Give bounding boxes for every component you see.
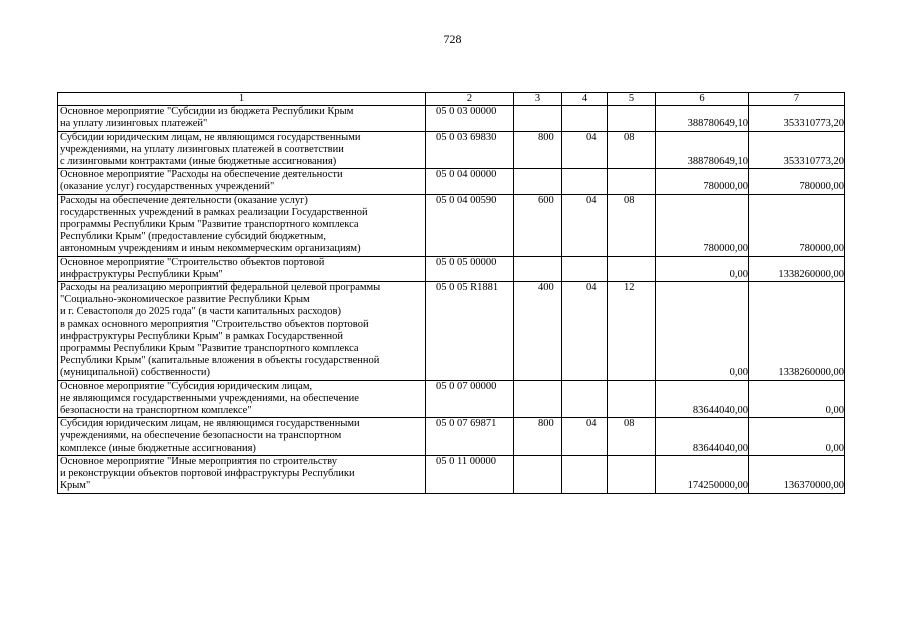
page-number: 728 [443,32,462,46]
row-amount-1-cell: 83644040,00 [656,380,749,418]
row-code-cell: 05 0 03 00000 [426,106,514,131]
row-amount-2-cell: 780000,00 [749,194,845,256]
row-amount-1-cell: 174250000,00 [656,455,749,493]
row-expense-type-cell [514,256,562,281]
row-section-cell: 04 [562,194,608,256]
table-row [58,380,845,418]
row-expense-type-cell [514,169,562,194]
row-subsection-cell: 08 [608,418,656,456]
row-amount-2-cell: 1338260000,00 [749,256,845,281]
row-amount-2-cell: 136370000,00 [749,455,845,493]
row-name-cell: Субсидия юридическим лицам, не являющимся государственными учреждениями, на обеспечение безопасности на транспортном комплексе (иные бюджетные ассигнования) [58,418,426,456]
table-row [58,455,845,493]
row-amount-2-cell: 353310773,20 [749,131,845,169]
row-subsection-cell: 08 [608,194,656,256]
row-code-cell: 05 0 05 00000 [426,256,514,281]
row-amount-1-cell: 0,00 [656,256,749,281]
row-amount-2-cell: 0,00 [749,380,845,418]
row-name-cell: Субсидии юридическим лицам, не являющимся государственными учреждениями, на уплату лизинговых платежей в соответствии с лизинговыми контрактами (иные бюджетные ассигнования) [58,131,426,169]
row-amount-1-cell: 0,00 [656,282,749,381]
table-row [58,282,845,381]
table-row [58,256,845,281]
row-name-cell: Основное мероприятие "Иные мероприятия по строительству и реконструкции объектов портовой инфраструктуры Республики Крым" [58,455,426,493]
row-expense-type-cell [514,380,562,418]
table-header-row [58,93,845,106]
row-expense-type-cell: 400 [514,282,562,381]
header-cell: 3 [514,93,562,106]
row-code-cell: 05 0 04 00000 [426,169,514,194]
row-name-cell: Основное мероприятие "Расходы на обеспечение деятельности (оказание услуг) государственных учреждений" [58,169,426,194]
row-code-cell: 05 0 07 69871 [426,418,514,456]
row-expense-type-cell: 800 [514,131,562,169]
row-subsection-cell: 08 [608,131,656,169]
row-subsection-cell [608,106,656,131]
row-name-cell: Основное мероприятие "Субсидии из бюджета Республики Крым на уплату лизинговых платежей" [58,106,426,131]
row-amount-1-cell: 83644040,00 [656,418,749,456]
row-section-cell [562,380,608,418]
header-cell: 1 [58,93,426,106]
row-section-cell [562,455,608,493]
row-amount-2-cell: 0,00 [749,418,845,456]
row-subsection-cell [608,169,656,194]
row-name-cell: Основное мероприятие "Субсидия юридическим лицам, не являющимся государственными учреждениями, на обеспечение безопасности на транспортном комплексе" [58,380,426,418]
row-amount-1-cell: 780000,00 [656,169,749,194]
table-row [58,106,845,131]
row-subsection-cell [608,380,656,418]
header-cell: 5 [608,93,656,106]
row-section-cell: 04 [562,131,608,169]
row-amount-2-cell: 353310773,20 [749,106,845,131]
row-amount-1-cell: 780000,00 [656,194,749,256]
header-cell: 2 [426,93,514,106]
header-cell: 4 [562,93,608,106]
row-name-cell: Расходы на реализацию мероприятий федеральной целевой программы "Социально-экономическое развитие Республики Крым и г. Севастополя до 2025 года" (в части капитальных расходов) в рамках основного мероприятия "Строительство объектов портовой инфраструктуры Республики Крым" в рамках Государственной программы Республики Крым "Развитие транспортного комплекса Республики Крым" (капитальные вложения в объекты государственной (муниципальной) собственности) [58,282,426,381]
row-expense-type-cell: 800 [514,418,562,456]
row-expense-type-cell [514,455,562,493]
row-code-cell: 05 0 03 69830 [426,131,514,169]
header-cell: 7 [749,93,845,106]
row-amount-2-cell: 780000,00 [749,169,845,194]
row-amount-1-cell: 388780649,10 [656,131,749,169]
row-subsection-cell: 12 [608,282,656,381]
row-section-cell [562,106,608,131]
row-subsection-cell [608,256,656,281]
row-section-cell: 04 [562,418,608,456]
header-cell: 6 [656,93,749,106]
row-expense-type-cell: 600 [514,194,562,256]
row-section-cell: 04 [562,282,608,381]
row-name-cell: Основное мероприятие "Строительство объектов портовой инфраструктуры Республики Крым" [58,256,426,281]
row-amount-1-cell: 388780649,10 [656,106,749,131]
row-subsection-cell [608,455,656,493]
table-row [58,418,845,456]
table-row [58,194,845,256]
row-code-cell: 05 0 07 00000 [426,380,514,418]
row-code-cell: 05 0 05 R1881 [426,282,514,381]
row-section-cell [562,256,608,281]
budget-table [57,92,845,494]
table-row [58,169,845,194]
row-section-cell [562,169,608,194]
row-code-cell: 05 0 11 00000 [426,455,514,493]
row-amount-2-cell: 1338260000,00 [749,282,845,381]
row-name-cell: Расходы на обеспечение деятельности (оказание услуг) государственных учреждений в рамках реализации Государственной программы Республики Крым "Развитие транспортного комплекса Республики Крым" (предоставление субсидий бюджетным, автономным учреждениям и иным некоммерческим организациям) [58,194,426,256]
table-row [58,131,845,169]
row-expense-type-cell [514,106,562,131]
row-code-cell: 05 0 04 00590 [426,194,514,256]
